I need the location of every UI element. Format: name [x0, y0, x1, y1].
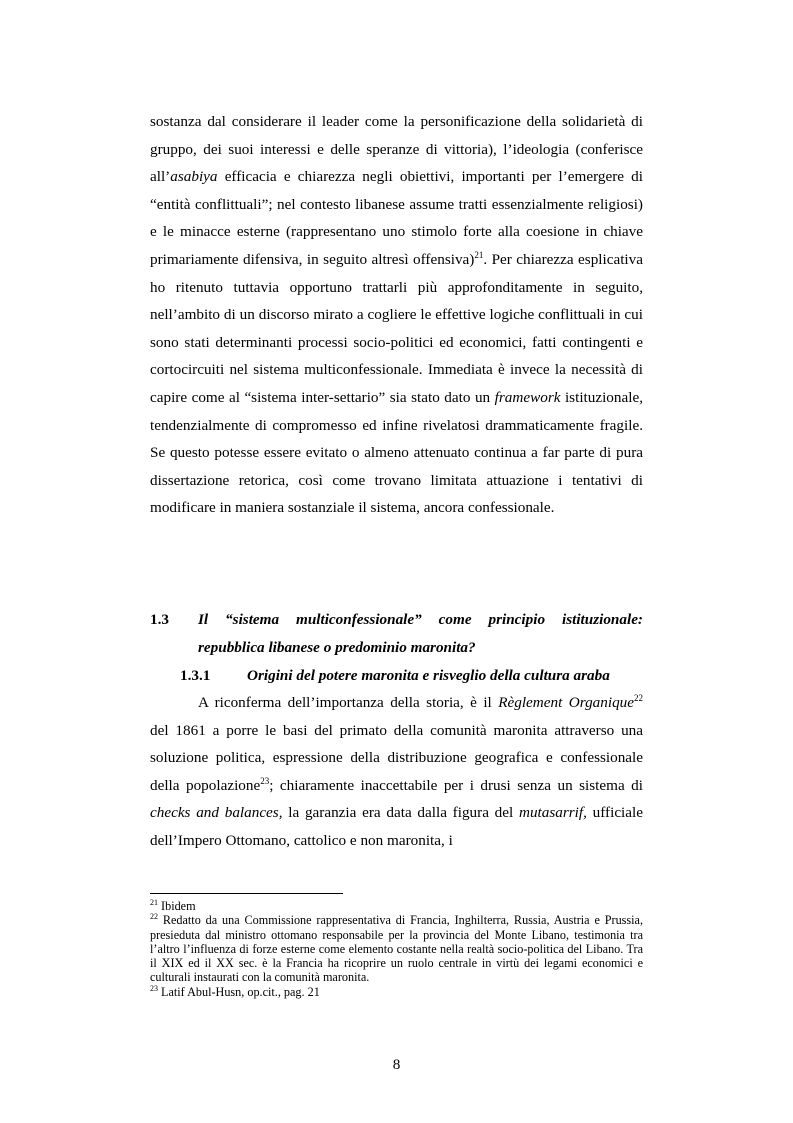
text-run: la garanzia era data dalla figura del: [282, 804, 519, 822]
footnote-22: [150, 913, 643, 984]
text-run: del 1861 a porre le basi del primato della comunità maronita attraverso una soluzione politica, espressione della distribuzione geografica e confessionale della popolazione: [150, 721, 643, 794]
footnote-separator: [150, 893, 343, 894]
italic-term-reglement: Règlement Organique: [498, 694, 634, 711]
text-run: efficacia e chiarezza negli obiettivi, importanti per l’emergere di “entità conflittuali”; nel contesto libanese assume tratti essenzialmente religiosi) e le minacce esterne (rappresentano uno stimolo forte alla coesione in chiave primariamente difensiva, in seguito altresì offensiva): [150, 168, 643, 268]
footnotes: [150, 899, 643, 999]
section-heading-1-3: [150, 606, 643, 661]
footnote-number: 23: [150, 983, 158, 993]
text-run: A riconferma dell’importanza della storia, è il: [198, 694, 499, 711]
text-run: sostanza dal considerare il leader come la personificazione della solidarietà di gruppo, dei suoi interessi e delle speranze di vittoria), l’ideologia (conferisce all’: [150, 113, 643, 186]
footnote-number: 21: [150, 897, 158, 907]
footnote-text: Redatto da una Commissione rappresentativa di Francia, Inghilterra, Russia, Austria e Prussia, presieduta dal ministro ottomano responsabile per la provincia del Monte Libano, testimonia tra l’altro l’influenza di forze esterne come elemento costante nella realtà socio-politica del Libano. Tra il XIX ed il XX sec. è la Francia ha ricoprire un ruolo centrale in virtù dei legami economici e culturali instaurati con la comunità maronita.: [150, 913, 643, 985]
section-number: 1.3: [150, 611, 169, 628]
italic-term-checks: checks and balances,: [150, 804, 283, 822]
footnote-21: [150, 899, 643, 913]
italic-term-framework: framework: [494, 388, 561, 406]
paragraph-1-text: [150, 108, 643, 522]
italic-term-asabiya: asabiya: [170, 168, 218, 186]
footnote-23: [150, 985, 643, 999]
text-run: ; chiaramente inaccettabile per i drusi senza un sistema di: [269, 776, 643, 794]
footnote-text: Ibidem: [158, 899, 196, 913]
footnote-text: Latif Abul-Husn, op.cit., pag. 21: [158, 984, 320, 999]
paragraph-2: [150, 689, 643, 855]
text-run: , ufficiale dell’Impero Ottomano, cattolico e non maronita, i: [150, 804, 643, 849]
subsection-number: 1.3.1: [180, 667, 211, 684]
text-run: istituzionale, tendenzialmente di compromesso ed infine rivelatosi drammaticamente fragile. Se questo potesse essere evitato o almeno attenuato continua a far parte di pura dissertazione retorica, così come trovano limitata attuazione i tentativi di modificare in maniera sostanziale il sistema, ancora confessionale.: [150, 388, 643, 517]
footnote-ref-23: 23: [260, 775, 270, 786]
paragraph-1: [150, 108, 643, 522]
footnote-ref-21: 21: [474, 249, 484, 260]
page-number: 8: [392, 1056, 401, 1073]
footnote-ref-22: 22: [634, 692, 643, 703]
italic-term-mutasarrif: mutasarrif: [518, 804, 584, 822]
section-title: Il “sistema multiconfessionale” come principio istituzionale: repubblica libanese o predominio maronita?: [198, 611, 643, 656]
paragraph-2-text: [150, 689, 643, 855]
subsection-title: Origini del potere maronita e risveglio della cultura araba: [247, 667, 610, 684]
text-run: . Per chiarezza esplicativa ho ritenuto tuttavia opportuno trattarli più approfonditamente in seguito, nell’ambito di un discorso mirato a cogliere le effettive logiche conflittuali in cui sono stati determinanti processi socio-politici ed economici, fatti contingenti e cortocircuiti nel sistema multiconfessionale. Immediata è invece la necessità di capire come al “sistema inter-settario” sia stato dato un: [150, 250, 643, 406]
footnote-number: 22: [150, 912, 158, 922]
